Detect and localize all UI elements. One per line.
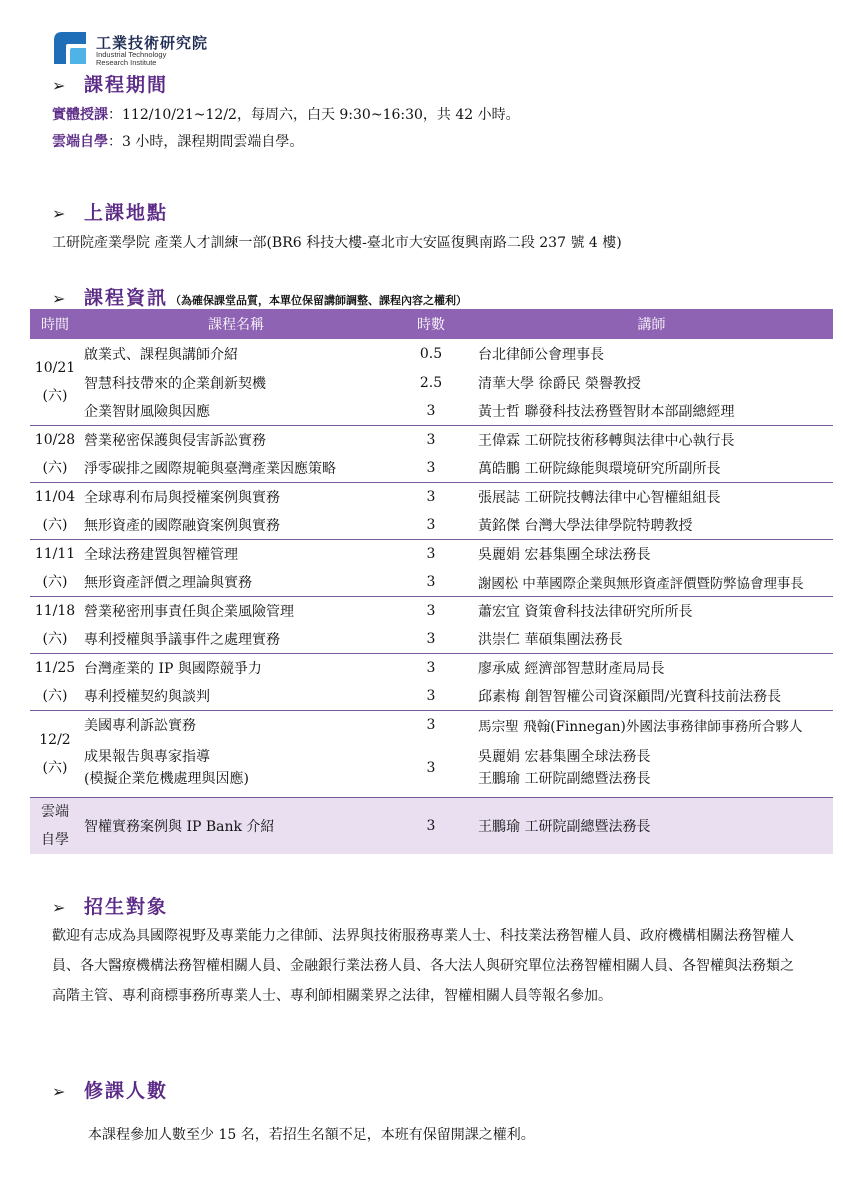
header-time: 時間 bbox=[30, 309, 80, 339]
table-row bbox=[30, 540, 833, 569]
arrow-bullet-icon: ➢ bbox=[52, 289, 66, 308]
course-hours: 3 bbox=[392, 739, 470, 798]
course-hours: 3 bbox=[392, 397, 470, 426]
course-hours: 3 bbox=[392, 682, 470, 711]
enrollment-text: 本課程參加人數至少 15 名，若招生名額不足，本班有保留開課之權利。 bbox=[88, 1127, 535, 1143]
course-teacher: 黃士哲 聯發科技法務暨智財本部副總經理 bbox=[470, 397, 833, 426]
audience-heading bbox=[52, 892, 168, 919]
course-name bbox=[80, 739, 392, 798]
logo-chinese-name: 工業技術研究院 bbox=[96, 34, 209, 52]
course-teacher: 洪崇仁 華碩集團法務長 bbox=[470, 625, 833, 654]
audience-title: 招生對象 bbox=[84, 896, 169, 918]
itri-logo bbox=[52, 30, 242, 70]
course-teacher-line1: 吳麗娟 宏碁集團全球法務長 bbox=[478, 749, 651, 765]
session-date: 10/28 (六) bbox=[30, 426, 80, 483]
logo-english-line1: Industrial Technology bbox=[96, 50, 167, 59]
course-teacher: 廖承威 經濟部智慧財產局局長 bbox=[478, 661, 665, 677]
table-row bbox=[30, 483, 833, 512]
arrow-bullet-icon: ➢ bbox=[52, 1082, 66, 1101]
session-date: 11/18 (六) bbox=[30, 597, 80, 654]
course-hours: 3 bbox=[426, 603, 436, 619]
course-hours: 3 bbox=[426, 546, 436, 562]
course-hours: 3 bbox=[392, 798, 470, 855]
course-hours: 0.5 bbox=[419, 345, 443, 362]
table-row bbox=[30, 339, 833, 368]
onsite-text: ：112/10/21~12/2，每周六，白天 9:30~16:30，共 42 小時。 bbox=[108, 107, 520, 123]
course-teacher: 萬皓鵬 工研院綠能與環境研究所副所長 bbox=[470, 454, 833, 483]
cloud-line bbox=[52, 131, 303, 151]
course-name-line2: (模擬企業危機處理與因應) bbox=[84, 771, 249, 787]
info-heading bbox=[52, 283, 467, 310]
course-teacher: 吳麗娟 宏碁集團全球法務長 bbox=[478, 547, 651, 563]
course-name: 全球專利布局與授權案例與實務 bbox=[84, 490, 280, 506]
session-date: 11/25 (六) bbox=[30, 654, 80, 711]
course-name: 企業智財風險與因應 bbox=[80, 397, 392, 426]
course-name: 啟業式、課程與講師介紹 bbox=[84, 346, 238, 363]
session-date: 12/2 (六) bbox=[30, 711, 80, 798]
onsite-line bbox=[52, 104, 520, 124]
course-name: 台灣產業的 IP 與國際競爭力 bbox=[84, 661, 262, 677]
session-date: 11/04 (六) bbox=[30, 483, 80, 540]
course-teacher: 邱素梅 創智智權公司資深顧問/光寶科技前法務長 bbox=[470, 682, 833, 711]
location-title: 上課地點 bbox=[84, 202, 169, 224]
course-name: 全球法務建置與智權管理 bbox=[84, 547, 238, 563]
course-name: 智權實務案例與 IP Bank 介紹 bbox=[80, 798, 392, 855]
table-row bbox=[30, 739, 833, 798]
location-heading bbox=[52, 198, 168, 225]
logo-english-line2: Research Institute bbox=[96, 58, 157, 67]
course-hours: 3 bbox=[426, 660, 436, 676]
course-teacher: 張展誌 工研院技轉法律中心智權組組長 bbox=[478, 490, 721, 506]
schedule-header-row bbox=[30, 309, 833, 339]
arrow-bullet-icon: ➢ bbox=[52, 204, 66, 223]
cloud-label: 雲端自學 bbox=[52, 134, 108, 150]
info-note: （為確保課堂品質，本單位保留講師調整、課程內容之權利） bbox=[170, 294, 468, 307]
course-hours: 2.5 bbox=[419, 374, 443, 391]
table-row bbox=[30, 568, 833, 597]
schedule-table bbox=[30, 309, 833, 854]
period-heading bbox=[52, 70, 168, 97]
enrollment-heading bbox=[52, 1076, 168, 1103]
table-row bbox=[30, 597, 833, 626]
course-teacher: 王鵬瑜 工研院副總暨法務長 bbox=[470, 798, 833, 855]
course-name: 營業秘密保護與侵害訴訟實務 bbox=[84, 433, 266, 449]
course-name: 專利授權契約與談判 bbox=[80, 682, 392, 711]
course-teacher bbox=[470, 739, 833, 798]
course-teacher: 謝國松 中華國際企業與無形資產評價暨防弊協會理事長 bbox=[470, 568, 833, 597]
arrow-bullet-icon: ➢ bbox=[52, 76, 66, 95]
arrow-bullet-icon: ➢ bbox=[52, 898, 66, 917]
course-hours: 3 bbox=[426, 717, 436, 733]
session-date: 雲端 自學 bbox=[30, 798, 80, 855]
table-row bbox=[30, 711, 833, 740]
course-hours: 3 bbox=[392, 625, 470, 654]
header-teacher: 講師 bbox=[470, 309, 833, 339]
enrollment-title: 修課人數 bbox=[84, 1080, 169, 1102]
course-teacher: 王偉霖 工研院技術移轉與法律中心執行長 bbox=[478, 433, 735, 449]
course-name: 營業秘密刑事責任與企業風險管理 bbox=[84, 604, 294, 620]
course-name: 淨零碳排之國際規範與臺灣產業因應策略 bbox=[80, 454, 392, 483]
session-date: 11/11 (六) bbox=[30, 540, 80, 597]
course-name: 智慧科技帶來的企業創新契機 bbox=[84, 375, 266, 392]
course-teacher-line2: 王鵬瑜 工研院副總暨法務長 bbox=[478, 771, 651, 787]
course-hours: 3 bbox=[392, 568, 470, 597]
itri-logo-icon bbox=[52, 30, 88, 66]
cloud-text: ：3 小時，課程期間雲端自學。 bbox=[108, 134, 304, 150]
course-name: 美國專利訴訟實務 bbox=[84, 718, 196, 734]
course-name: 專利授權與爭議事件之處理實務 bbox=[80, 625, 392, 654]
table-row bbox=[30, 368, 833, 397]
info-title: 課程資訊 bbox=[84, 287, 169, 309]
course-hours: 3 bbox=[426, 489, 436, 505]
course-name-line1: 成果報告與專家指導 bbox=[84, 749, 210, 765]
onsite-label: 實體授課 bbox=[52, 107, 108, 123]
course-teacher: 黃銘傑 台灣大學法律學院特聘教授 bbox=[470, 511, 833, 540]
course-name: 無形資產評價之理論與實務 bbox=[80, 568, 392, 597]
table-row bbox=[30, 798, 833, 855]
location-text: 工研院產業學院 產業人才訓練一部(BR6 科技大樓-臺北市大安區復興南路二段 237 號 4 樓) bbox=[52, 235, 622, 251]
period-title: 課程期間 bbox=[84, 74, 169, 96]
table-row bbox=[30, 625, 833, 654]
header-hours: 時數 bbox=[392, 309, 470, 339]
course-teacher: 清華大學 徐爵民 榮譽教授 bbox=[478, 375, 641, 392]
table-row bbox=[30, 654, 833, 683]
course-hours: 3 bbox=[392, 511, 470, 540]
header-course: 課程名稱 bbox=[80, 309, 392, 339]
table-row bbox=[30, 511, 833, 540]
table-row bbox=[30, 426, 833, 455]
course-hours: 3 bbox=[426, 432, 436, 448]
table-row bbox=[30, 397, 833, 426]
table-row bbox=[30, 454, 833, 483]
course-teacher: 馬宗聖 飛翰(Finnegan)外國法事務律師事務所合夥人 bbox=[478, 719, 803, 735]
session-date: 10/21 (六) bbox=[30, 339, 80, 426]
logo-english-name bbox=[96, 51, 166, 67]
course-teacher: 台北律師公會理事長 bbox=[478, 346, 604, 363]
course-teacher: 蕭宏宜 資策會科技法律研究所所長 bbox=[478, 604, 693, 620]
course-hours: 3 bbox=[392, 454, 470, 483]
table-row bbox=[30, 682, 833, 711]
audience-text: 歡迎有志成為具國際視野及專業能力之律師、法界與技術服務專業人士、科技業法務智權人員、政府機構相關法務智權人員、各大醫療機構法務智權相關人員、金融銀行業法務人員、各大法人與研究單位法務智權相關人員、各智權與法務類之高階主管、專利商標事務所專業人士、專利師相關業界之法律，智權相關人員等報名參加。 bbox=[52, 928, 794, 1004]
course-name: 無形資產的國際融資案例與實務 bbox=[80, 511, 392, 540]
